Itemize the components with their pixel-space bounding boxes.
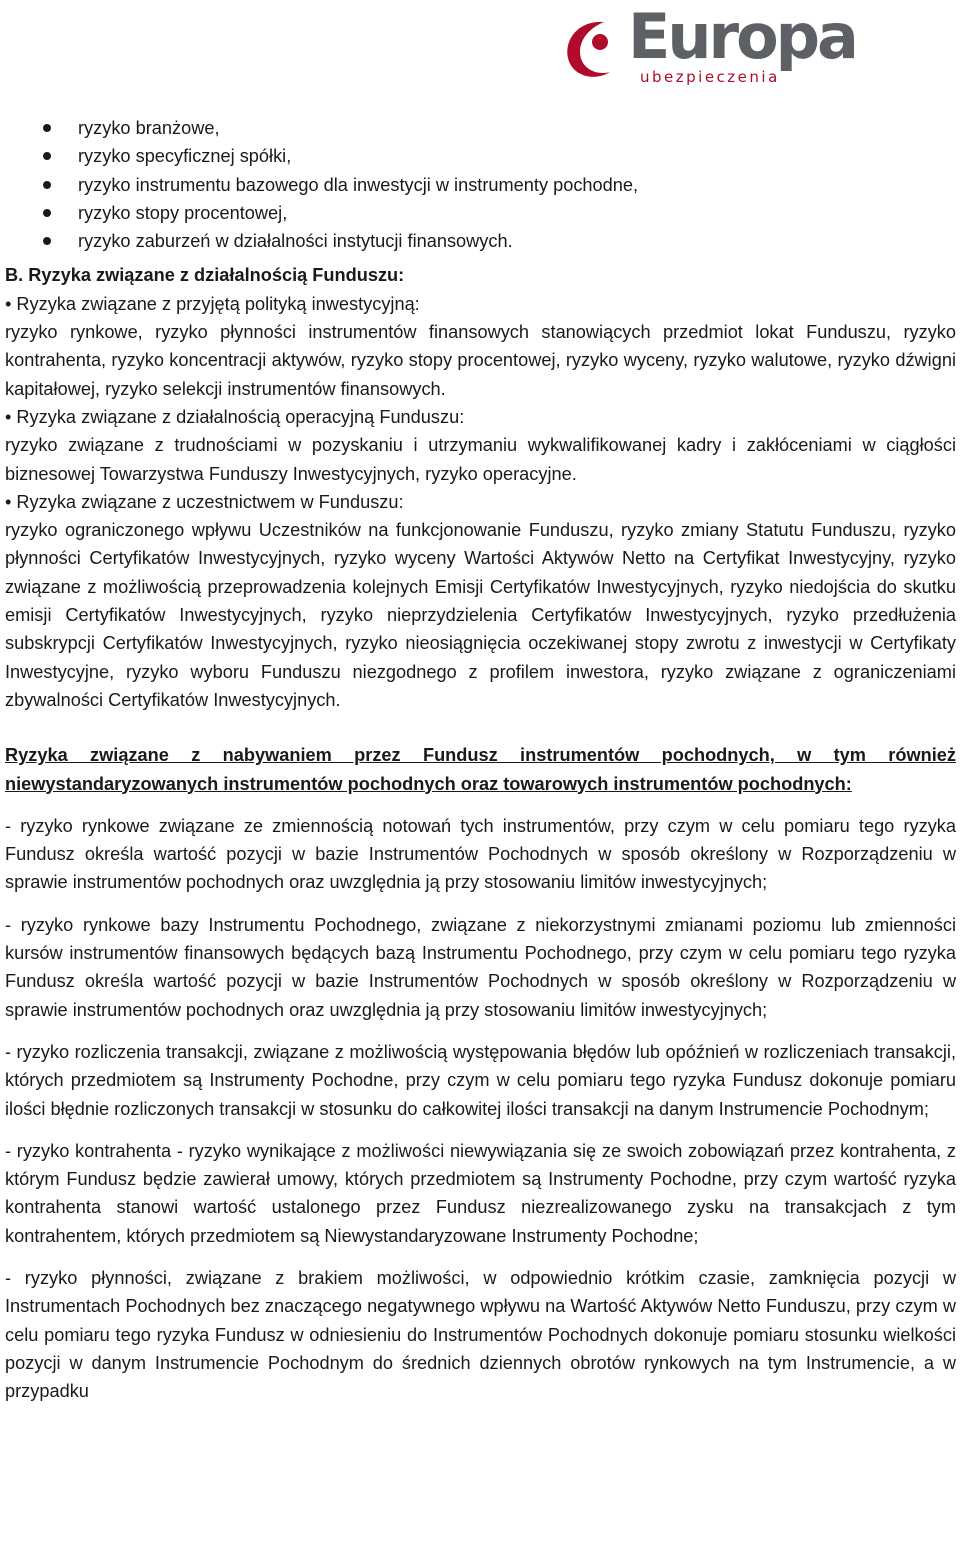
list-item: ryzyko branżowe, bbox=[5, 114, 956, 142]
list-item: ryzyko zaburzeń w działalności instytucji finansowych. bbox=[5, 227, 956, 255]
derivatives-paragraph: - ryzyko rynkowe bazy Instrumentu Pochodnego, związane z niekorzystnymi zmianami poziomu lub zmienności kursów instrumentów finansowych będących bazą Instrumentu Pochodnego, przy czym w celu pomiaru tego ryzyka Fundusz określa wartość pozycji w bazie Instrumentów Pochodnych w sposób określony w Rozporządzeniu w sprawie instrumentów pochodnych oraz uwzględnia ją przy stosowaniu limitów inwestycyjnych; bbox=[5, 914, 956, 1020]
bullet-icon bbox=[43, 124, 51, 132]
logo-mark-icon bbox=[560, 16, 630, 86]
logo-tagline: ubezpieczenia bbox=[640, 68, 780, 86]
bullet-icon bbox=[43, 209, 51, 217]
derivatives-paragraph: - ryzyko rozliczenia transakcji, związane z możliwością występowania błędów lub opóźnień w rozliczeniach transakcji, których przedmiotem są Instrumenty Pochodne, przy czym w celu pomiaru tego ryzyka Fundusz dokonuje pomiaru ilości błędnie rozliczonych transakcji w stosunku do całkowitej ilości transakcji na danym Instrumencie Pochodnym; bbox=[5, 1041, 956, 1119]
derivatives-heading: Ryzyka związane z nabywaniem przez Fundusz instrumentów pochodnych, w tym również niewystandaryzowanych instrumentów pochodnych oraz towarowych instrumentów pochodnych: bbox=[5, 745, 956, 794]
group-heading: • Ryzyka związane z działalnością operacyjną Funduszu: bbox=[5, 406, 465, 427]
group-text: ryzyko ograniczonego wpływu Uczestników na funkcjonowanie Funduszu, ryzyko zmiany Statutu Funduszu, ryzyko płynności Certyfikatów Inwestycyjnych, ryzyko wyceny Wartości Aktywów Netto na Certyfikat Inwestycyjny, ryzyko związane z możliwością przeprowadzenia kolejnych Emisji Certyfikatów Inwestycyjnych, ryzyko niedojścia do skutku emisji Certyfikatów Inwestycyjnych, ryzyko nieprzydzielenia Certyfikatów Inwestycyjnych, ryzyko przedłużenia subskrypcji Certyfikatów Inwestycyjnych, ryzyko nieosiągnięcia oczekiwanej stopy zwrotu z inwestycji w Certyfikaty Inwestycyjne, ryzyko wyboru Funduszu niezgodnego z profilem inwestora, ryzyko związane z ograniczeniami zbywalności Certyfikatów Inwestycyjnych. bbox=[5, 520, 956, 710]
document-body bbox=[5, 114, 956, 1405]
group-text: ryzyko rynkowe, ryzyko płynności instrumentów finansowych stanowiących przedmiot lokat Funduszu, ryzyko kontrahenta, ryzyko koncentracji aktywów, ryzyko stopy procentowej, ryzyko wyceny, ryzyko walutowe, ryzyko dźwigni kapitałowej, ryzyko selekcji instrumentów finansowych. bbox=[5, 322, 956, 399]
section-b-title: B. Ryzyka związane z działalnością Funduszu: bbox=[5, 265, 405, 286]
group-heading: • Ryzyka związane z uczestnictwem w Funduszu: bbox=[5, 491, 404, 512]
group-heading: • Ryzyka związane z przyjętą polityką inwestycyjną: bbox=[5, 293, 420, 314]
bullet-icon bbox=[43, 237, 51, 245]
group-text: ryzyko związane z trudnościami w pozyskaniu i utrzymaniu wykwalifikowanej kadry i zakłóceniami w ciągłości biznesowej Towarzystwa Funduszy Inwestycyjnych, ryzyko operacyjne. bbox=[5, 435, 956, 484]
bullet-icon bbox=[43, 152, 51, 160]
bullet-icon bbox=[43, 181, 51, 189]
derivatives-paragraph: - ryzyko rynkowe związane ze zmiennością notowań tych instrumentów, przy czym w celu pomiaru tego ryzyka Fundusz określa wartość pozycji w bazie Instrumentów Pochodnych w sposób określony w Rozporządzeniu w sprawie instrumentów pochodnych oraz uwzględnia ją przy stosowaniu limitów inwestycyjnych; bbox=[5, 815, 956, 893]
list-item: ryzyko specyficznej spółki, bbox=[5, 142, 956, 170]
section-b bbox=[5, 261, 956, 714]
list-item: ryzyko instrumentu bazowego dla inwestycji w instrumenty pochodne, bbox=[5, 171, 956, 199]
risk-bullet-list bbox=[5, 114, 956, 255]
list-item: ryzyko stopy procentowej, bbox=[5, 199, 956, 227]
logo-name: Europa bbox=[628, 0, 856, 73]
derivatives-paragraph: - ryzyko płynności, związane z brakiem możliwości, w odpowiednio krótkim czasie, zamknięcia pozycji w Instrumentach Pochodnych bez znaczącego negatywnego wpływu na Wartość Aktywów Netto Funduszu, przy czym w celu pomiaru tego ryzyka Fundusz w odniesieniu do Instrumentów Pochodnych dokonuje pomiaru stosunku wielkości pozycji w danym Instrumencie Pochodnym do średnich dziennych obrotów rynkowych na tym Instrumencie, a w przypadku bbox=[5, 1267, 956, 1402]
derivatives-paragraph: - ryzyko kontrahenta - ryzyko wynikające z możliwości niewywiązania się ze swoich zobowiązań przez kontrahenta, z którym Fundusz będzie zawierał umowy, których przedmiotem są Instrumenty Pochodne, przy czym wartość ryzyka kontrahenta stanowi wartość ustalonego przez Fundusz niezrealizowanego zysku na transakcjach z tym kontrahentem, których przedmiotem są Niewystandaryzowane Instrumenty Pochodne; bbox=[5, 1140, 956, 1246]
